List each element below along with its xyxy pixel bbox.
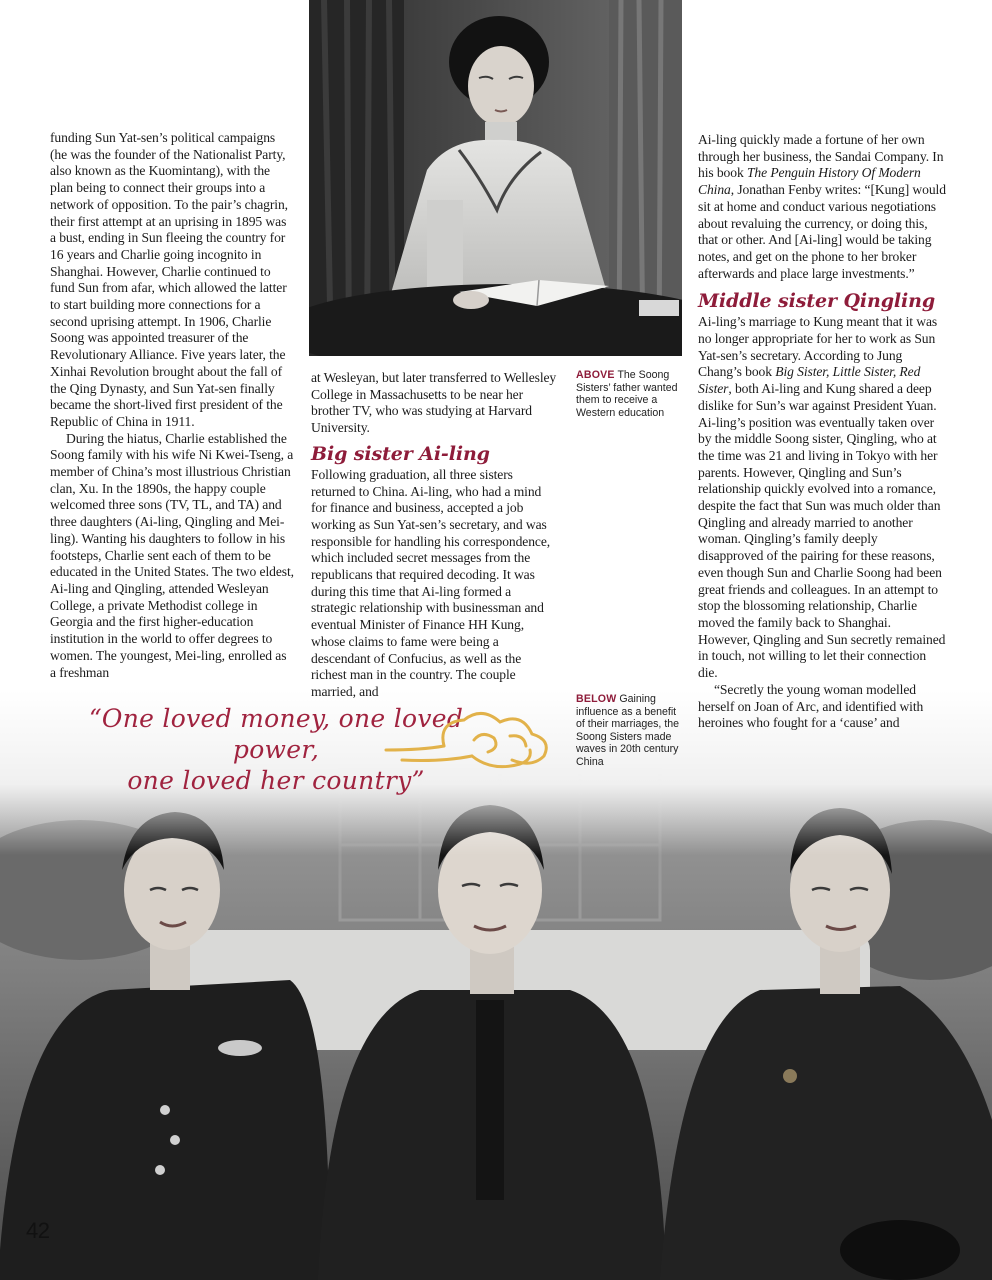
section-heading-big-sister: Big sister Ai-ling xyxy=(311,442,490,465)
cloud-ornament-icon xyxy=(382,700,554,778)
article-column-2 xyxy=(311,370,559,701)
book-title: The Penguin History Of Modern China xyxy=(698,165,921,198)
body-paragraph: funding Sun Yat-sen’s political campaigns (he was the founder of the Nationalist Party, also known as the Kuomintang), with the plan being to connect their groups into a network of opposition. To the pair’s chagrin, their first attempt at an uprising in 1895 was a bust, ending in Sun fleeing the country for 16 years and Charlie going incognito in Shanghai. However, Charlie continued to fund Sun from afar, which allowed the latter to start building more connections for a second uprising attempt. In 1906, Charlie Soong was appointed treasurer of the Revolutionary Alliance. Five years later, the Xinhai Revolution brought about the fall of the Qing Dynasty, and Sun Yat-sen finally became the short-lived first president of the Republic of China in 1911. xyxy=(50,130,288,429)
body-paragraph: Ai-ling’s marriage to Kung meant that it was no longer appropriate for her to work as Sun Yat-sen’s secretary. According to Jung Chang’s book Big Sister, Little Sister, Red Sister, both Ai-ling and Kung shared a deep dislike for Sun’s war against President Yuan. Ai-ling’s position was eventually taken over by the middle Soong sister, Qingling, who at the time was 21 and living in Tokyo with her parents. However, Qingling and Sun’s relationship quickly evolved into a romance, despite the fact that Sun was much older than Qingling and already married to another woman. Qingling’s family deeply disapproved of the pairing for these reasons, even though Sun and Charlie Soong had been great friends and colleagues. In an attempt to stop the blossoming relationship, Charlie moved the family back to Shanghai. However, Qingling and Sun secretly remained in touch, not willing to let their connection die. xyxy=(698,314,946,681)
article-column-1 xyxy=(50,130,295,681)
caption-label: BELOW xyxy=(576,693,617,705)
caption-below: BELOW Gaining influence as a benefit of their marriages, the Soong Sisters made waves in 20th century China xyxy=(576,693,680,768)
book-title: Big Sister, Little Sister, Red Sister xyxy=(698,364,921,397)
body-paragraph: at Wesleyan, but later transferred to Wellesley College in Massachusetts to be near her brother TV, who was studying at Harvard University. xyxy=(311,370,557,436)
body-paragraph: During the hiatus, Charlie established the Soong family with his wife Ni Kwei-Tseng, a member of China’s most illustrious Christian clan, Xu. In the 1890s, the happy couple welcomed three sons (TV, TL, and TA) and three daughters (Ai-ling, Qingling and Mei-ling). Wanting his daughters to follow in his footsteps, Charlie sent each of them to be educated in the United States. The two eldest, Ai-ling and Qingling, attended Wesleyan College, a private Methodist college in Georgia and the first higher-education institution in the world to offer degrees to women. The youngest, Mei-ling, enrolled as a freshman xyxy=(50,430,294,680)
body-paragraph: Following graduation, all three sisters returned to China. Ai-ling, who had a mind for finance and business, accepted a job working as Sun Yat-sen’s secretary, and was responsible for handling his correspondence, which included secret messages from the republicans that required decoding. It was during this time that Ai-ling formed a strategic relationship with businessman and eventual Minister of Finance HH Kung, whose claims to fame were being a descendant of Confucius, as well as the richest man in the country. The couple married, and xyxy=(311,466,551,699)
body-paragraph: “Secretly the young woman modelled herself on Joan of Arc, and identified with heroines who fought for a ‘cause’ and xyxy=(698,681,924,731)
caption-label: ABOVE xyxy=(576,369,615,381)
article-column-3 xyxy=(698,132,946,732)
caption-above: ABOVE The Soong Sisters’ father wanted them to receive a Western education xyxy=(576,369,678,419)
photo-woman-reading xyxy=(309,0,682,356)
pull-quote-line: “One loved money, one loved power, xyxy=(88,704,464,764)
pull-quote-line: one loved her country” xyxy=(127,766,425,795)
body-paragraph: Ai-ling quickly made a fortune of her own through her business, the Sandai Company. In his book The Penguin History Of Modern China, Jonathan Fenby writes: “[Kung] would sit at home and conduct various negotiations about revaluing the currency, or doing this, that or other. And [Ai-ling] would be taking notes, and get on the phone to her broker afterwards and place large investments.” xyxy=(698,132,946,281)
section-heading-middle-sister: Middle sister Qingling xyxy=(698,290,936,313)
page-number: 42 xyxy=(26,1218,50,1243)
